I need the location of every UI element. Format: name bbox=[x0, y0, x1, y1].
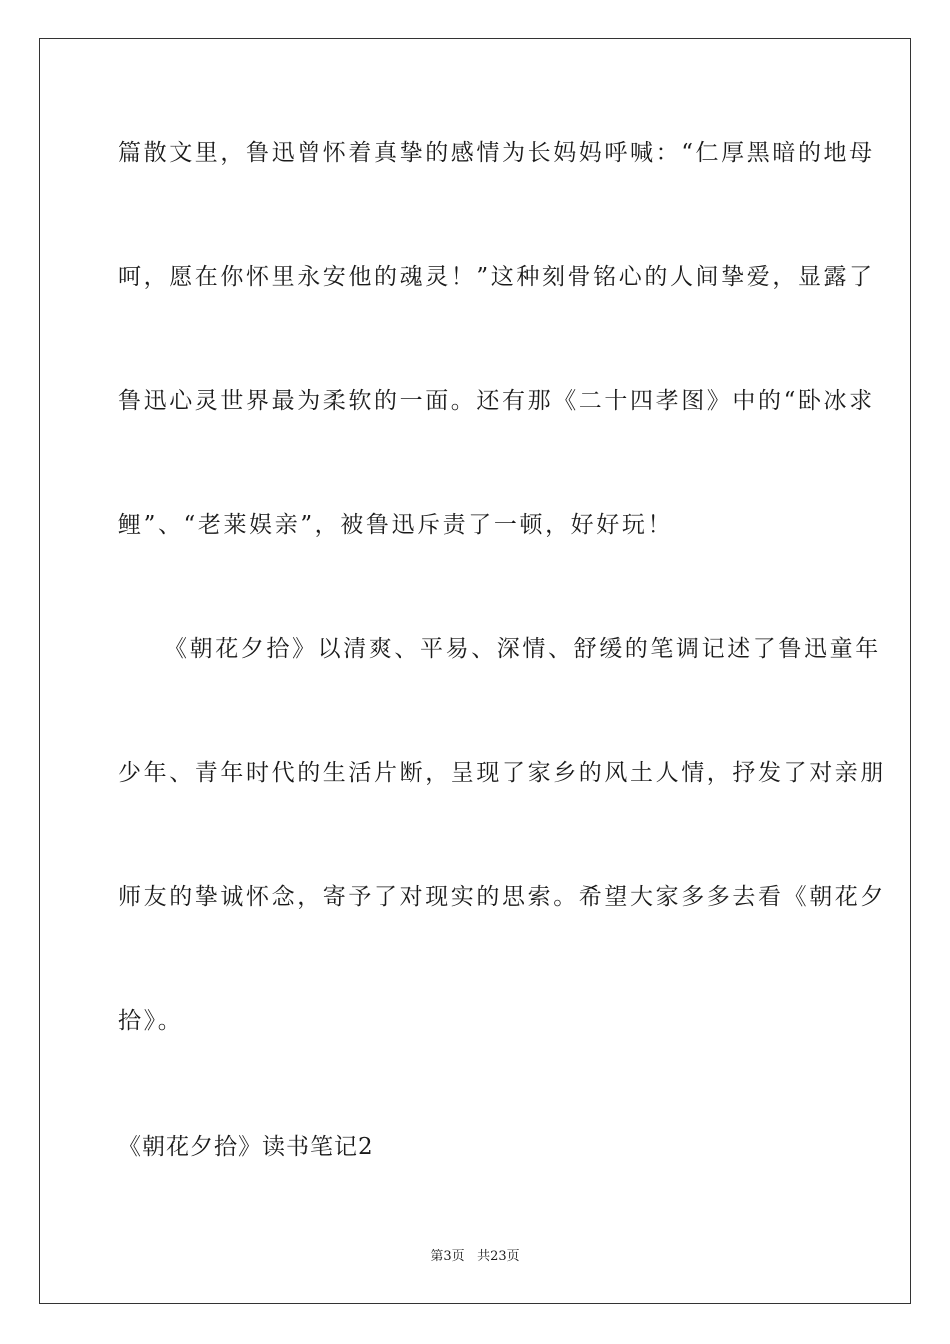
paragraph-1-line-3: 鲁迅心灵世界最为柔软的一面。还有那《二十四孝图》中的“卧冰求 bbox=[118, 388, 875, 414]
page-footer bbox=[0, 1248, 950, 1266]
paragraph-2-line-1: 《朝花夕拾》以清爽、平易、深情、舒缓的笔调记述了鲁迅童年 bbox=[164, 636, 881, 662]
page-border bbox=[39, 38, 911, 1304]
page-number: 第3页 bbox=[430, 1249, 465, 1264]
paragraph-2-line-2: 少年、青年时代的生活片断，呈现了家乡的风土人情，抒发了对亲朋 bbox=[118, 760, 886, 786]
paragraph-1-line-2: 呵，愿在你怀里永安他的魂灵！”这种刻骨铭心的人间挚爱，显露了 bbox=[118, 264, 875, 290]
paragraph-1-line-4: 鲤”、“老莱娱亲”，被鲁迅斥责了一顿，好好玩！ bbox=[118, 512, 674, 538]
paragraph-2-line-3: 师友的挚诚怀念，寄予了对现实的思索。希望大家多多去看《朝花夕 bbox=[118, 884, 886, 910]
page-total: 共23页 bbox=[477, 1249, 520, 1264]
paragraph-1-line-1: 篇散文里，鲁迅曾怀着真挚的感情为长妈妈呼喊：“仁厚黑暗的地母 bbox=[118, 140, 875, 166]
paragraph-2-line-4: 拾》。 bbox=[118, 1008, 184, 1034]
section-heading: 《朝花夕拾》读书笔记2 bbox=[118, 1134, 374, 1160]
